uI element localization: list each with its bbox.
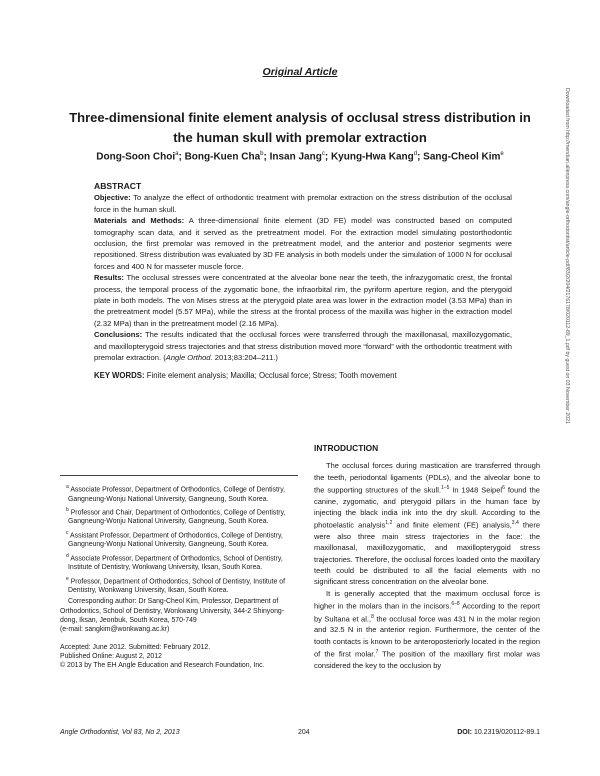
journal-info: Angle Orthodontist, Vol 83, No 2, 2013 [60, 729, 180, 736]
abstract [94, 181, 512, 381]
citation-ref: 1–5 [441, 484, 450, 491]
author-name: Sang-Cheol Kim [423, 151, 501, 163]
introduction-paragraph-1: The occlusal forces during mastication are transferred through the teeth, periodontal ligaments (PDLs), and the alveolar bone to the supporting structures of the skull.$^{1-5}$ In 1948 Seipel$^6$ found the canine, zygomatic, and pterygoid pillars in the human face by injecting the black india ink into the dry skull. According to the photoelastic analysis$^{1,2}$ and finite element (FE) analysis,$^{3,4}$ there were also three main stress trajectories in the face: the maxillonasal, maxillozygomatic, and maxillopterygoid stress trajectories. Therefore, the occlusal forces loaded onto the maxillary teeth could be distributed to all the facial elements with no significant stress concentration on the alveolar bone. [314, 461, 540, 587]
affiliations-column [60, 483, 298, 671]
author-affiliation-mark: e [500, 151, 504, 157]
affiliation-footnotes [60, 483, 298, 595]
affiliation-footnote: $^a$ Associate Professor, Department of Orthodontics, College of Dentistry, Gangneung-Wonju National University, Gangneung, South Korea. [66, 484, 286, 503]
page-footer [60, 729, 540, 743]
publication-dates [60, 643, 298, 671]
author-affiliation-mark: c [321, 151, 325, 157]
citation-ref: 3,4 [511, 520, 519, 527]
article-title: Three-dimensional finite element analysis of occlusal stress distribution in the human skull with premolar extraction [69, 110, 531, 145]
published-date: Published Online: August 2, 2012 [60, 652, 162, 660]
citation-ref: 8 [371, 613, 374, 620]
footnote-mark: a [66, 484, 69, 490]
author-affiliation-mark: b [260, 151, 264, 157]
doi: DOI: 10.2319/020112-89.1 [457, 729, 540, 736]
download-watermark: Downloaded from http://meridian.allenpress.com/angle-orthodontist/article-pdf/83/2/204/2176178/020112-89_1.pdf by guest on 03 November 2021 [564, 88, 570, 424]
abstract-heading: ABSTRACT [94, 181, 142, 191]
citation-ref: 7 [375, 649, 379, 656]
abstract-objective: Objective: To analyze the effect of orthodontic treatment with premolar extraction on the stress distribution of the occlusal force in the human skull. [94, 193, 512, 214]
author-list: Dong-Soon Choi$^a$; Bong-Kuen Cha$^b$; Insan Jang$^c$; Kyung-Hwa Kang$^d$; Sang-Cheol Kim$^e$ [96, 151, 504, 163]
author-affiliation-mark: a [175, 151, 179, 157]
abstract-methods: Materials and Methods: A three-dimensional finite element (3D FE) model was constructed based on computed tomography scan data, and it served as the pretreatment model. For the extraction model simulating postorthodontic occlusion, the first premolar was removed in the pretreatment model, and the anterior and posterior segments were repositioned. Stress distribution was evaluated by 3D FE analysis in both models under the simulation of 1000 N for occlusal forces and 400 N for masseter muscle force. [94, 216, 512, 271]
author-name: Dong-Soon Choi [96, 151, 176, 163]
footnote-mark: d [66, 552, 69, 559]
article-type: Original Article [262, 66, 338, 78]
keywords: KEY WORDS: Finite element analysis; Maxilla; Occlusal force; Stress; Tooth movement [94, 370, 397, 380]
introduction-column [314, 443, 540, 671]
abstract-results: Results: The occlusal stresses were concentrated at the alveolar bone near the teeth, the infrazygomatic crest, the frontal process, the temporal process of the zygomatic bone, the infraorbital rim, the pyriform aperture region, and the pterygoid plate in both models. The von Mises stress at the pterygoid plate area was lower in the extraction model (3.53 MPa) than in the pretreatment model (5.57 MPa), while the stress at the frontal process of the maxilla was higher in the extraction model (2.32 MPa) than in the pretreatment model (2.16 MPa). [94, 273, 512, 328]
footnote-mark: e [66, 575, 69, 582]
page-number: 204 [298, 729, 310, 736]
footnote-mark: c [66, 529, 69, 536]
introduction-paragraph-2: It is generally accepted that the maximum occlusal force is higher in the molars than in the incisors.$^{6-8}$ According to the report by Sultana et al.,$^8$ the occlusal force was 431 N in the molar region and 32.5 N in the anterior region. Furthermore, the center of the tooth contacts is known to be anteroposteriorly located in the region of the first molar.$^7$ The position of the maxillary first molar was considered the key to the occlusion by [314, 588, 541, 670]
citation-ref: 6 [502, 484, 505, 491]
affiliation-footnote: $^e$ Professor, Department of Orthodontics, School of Dentistry, Institute of Dentistry, Wonkwang University, Iksan, South Korea. [66, 575, 286, 595]
author-name: Insan Jang [269, 151, 322, 163]
author-affiliation-mark: d [413, 151, 418, 157]
citation-ref: 6–8 [451, 600, 460, 607]
affiliation-footnote: $^b$ Professor and Chair, Department of Orthodontics, College of Dentistry, Gangneung-Wonju National University, Gangneung, South Korea. [66, 506, 286, 526]
abstract-conclusions: Conclusions: The results indicated that the occlusal forces were transferred through the maxillonasal, maxillozygomatic, and maxillopterygoid stress trajectories and that stress distribution moved more “forward” with the orthodontic treatment with premolar extraction. (Angle Orthod. 2013;83:204–211.) [94, 330, 512, 363]
corresponding-email: (e-mail: sangkim@wonkwang.ac.kr) [60, 626, 170, 634]
introduction-heading: INTRODUCTION [314, 443, 379, 453]
corresponding-author: Corresponding author: Dr Sang-Cheol Kim, Professor, Department of Orthodontics, School of Dentistry, Wonkwang University, 344-2 Shinyong-dong, Iksan, Jeonbuk, South Korea, 570-749 [60, 598, 285, 625]
affiliation-footnote: $^c$ Assistant Professor, Department of Orthodontics, College of Dentistry, Gangneung-Wonju National University, Gangneung, South Korea. [66, 529, 283, 549]
footnote-mark: b [66, 506, 69, 513]
citation-ref: 1,2 [385, 520, 393, 527]
footnote-divider [60, 475, 298, 476]
author-name: Bong-Kuen Cha [184, 151, 261, 163]
author-name: Kyung-Hwa Kang [330, 151, 414, 163]
accepted-date: Accepted: June 2012. Submitted: February 2012. [60, 643, 211, 651]
affiliation-footnote: $^d$ Associate Professor, Department of Orthodontics, School of Dentistry, Institute of Dentistry, Wonkwang University, Iksan, South Korea. [66, 552, 283, 572]
copyright: © 2013 by The EH Angle Education and Research Foundation, Inc. [60, 662, 265, 670]
